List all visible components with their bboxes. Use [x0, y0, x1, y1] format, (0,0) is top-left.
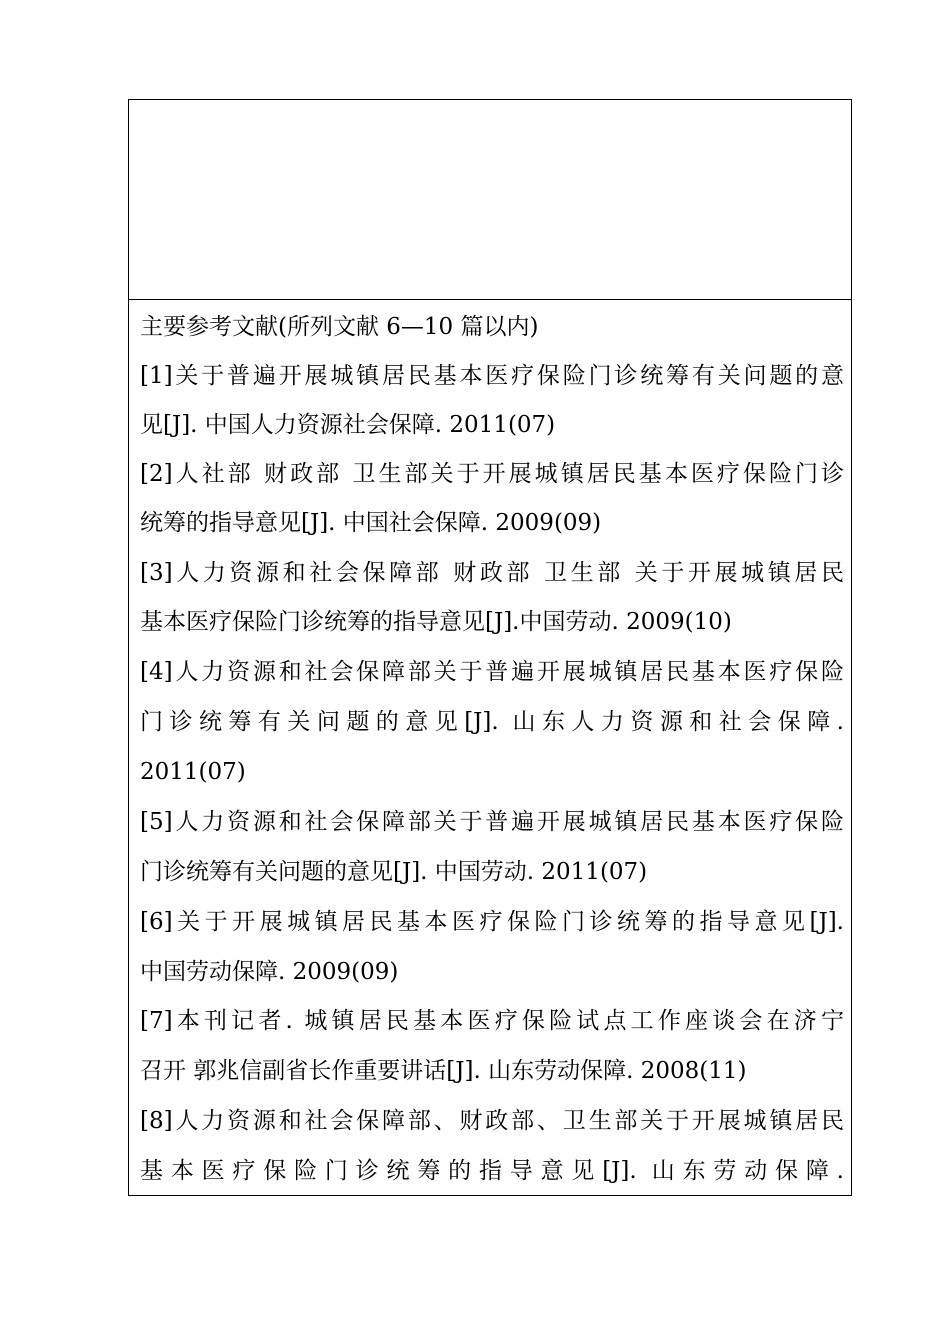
- reference-line: [1]关于普遍开展城镇居民基本医疗保险门诊统筹有关问题的意: [140, 363, 844, 389]
- reference-line: 门诊统筹有关问题的意见[J]. 中国劳动. 2011(07): [140, 859, 648, 885]
- reference-line: 基本医疗保险门诊统筹的指导意见[J]. 山东劳动保障.: [140, 1158, 844, 1184]
- reference-line: [6]关于开展城镇居民基本医疗保险门诊统筹的指导意见[J].: [140, 909, 844, 935]
- reference-line: 门诊统筹有关问题的意见[J]. 山东人力资源和社会保障.: [140, 709, 844, 735]
- reference-line: 统筹的指导意见[J]. 中国社会保障. 2009(09): [140, 510, 602, 536]
- reference-line: [2]人社部 财政部 卫生部关于开展城镇居民基本医疗保险门诊: [140, 461, 844, 487]
- reference-line: [8]人力资源和社会保障部、财政部、卫生部关于开展城镇居民: [140, 1108, 844, 1134]
- reference-line: [7]本刊记者. 城镇居民基本医疗保险试点工作座谈会在济宁: [140, 1008, 844, 1034]
- references-heading: 主要参考文献(所列文献 6—10 篇以内): [140, 314, 539, 340]
- reference-line: [5]人力资源和社会保障部关于普遍开展城镇居民基本医疗保险: [140, 809, 844, 835]
- reference-line: [4]人力资源和社会保障部关于普遍开展城镇居民基本医疗保险: [140, 659, 844, 685]
- form-table: [128, 99, 852, 1196]
- blank-cell: [129, 100, 851, 300]
- references-cell: [129, 300, 851, 1196]
- reference-line: 见[J]. 中国人力资源社会保障. 2011(07): [140, 412, 556, 438]
- reference-line: 基本医疗保险门诊统筹的指导意见[J].中国劳动. 2009(10): [140, 609, 732, 635]
- reference-line: 中国劳动保障. 2009(09): [140, 959, 399, 985]
- reference-line: 召开 郭兆信副省长作重要讲话[J]. 山东劳动保障. 2008(11): [140, 1058, 747, 1084]
- reference-line: 2011(07): [140, 759, 246, 785]
- reference-line: [3]人力资源和社会保障部 财政部 卫生部 关于开展城镇居民: [140, 560, 844, 586]
